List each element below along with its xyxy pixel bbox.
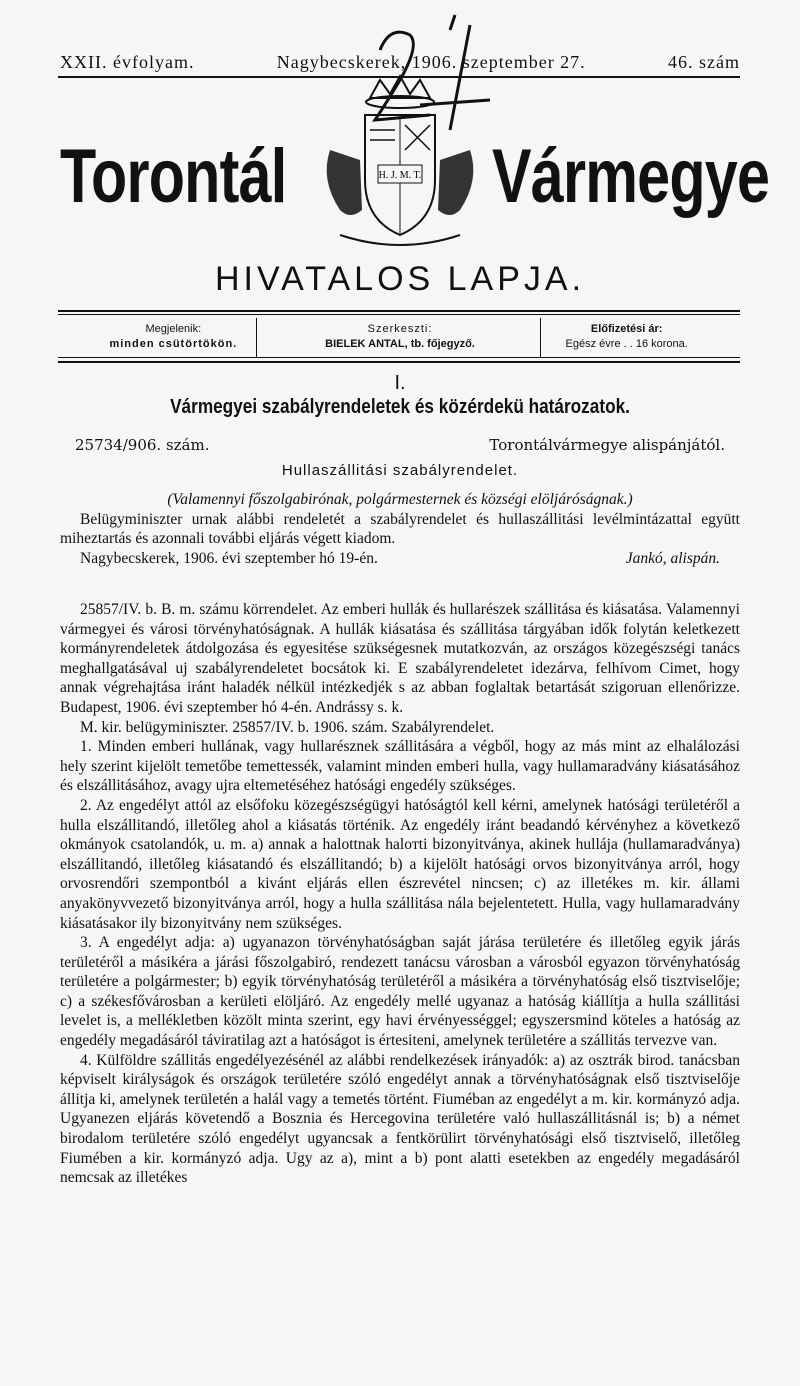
divider [540, 318, 541, 358]
info-bar [60, 322, 740, 352]
handwritten-number-icon [360, 10, 510, 190]
published-value: minden csütörtökön. [109, 338, 238, 350]
city-date: Nagybecskerek, 1906. szeptember 27. [276, 52, 586, 72]
paragraph: 2. Az engedélyt attól az elsőfoku közegészségügyi hatóságtól kell kérni, amelynek hatósági területéről a hulla elszállitandó, illetőleg ahol a kiásatás történik. Az engedély iránt beadandó kérvényhez a következő okmányok csatolandók, u. m. a) annak a halottnak haloтti bizonyitványa, akinek hullája (hullamaradványa) elszállitandó, illetőleg kiásatandó és elszállitandó; b) a kijelölt hatósági orvos bizonyitványa arról, hogy orvosrendőri szempontból a kivánt eljárás ellen észrevétel nincsen; c) az illetékes m. kir. állami anyakönyvvezető bizonyitványa arról, hogy a hulla szállitása nála bejelentetett. Hulla, vagy hullamaradvány kiásatásakor ily bizonyitvány nem szükséges. [60, 796, 740, 932]
reference-source: Torontálvármegye alispánjától. [489, 436, 725, 454]
paragraph: 1. Minden emberi hullának, vagy hullarésznek szállitására a végből, hogy az más mint az elhalálozási hely szerint kijelölt temetőbe temettessék, valamint minden emberi hulla, vagy hullamaradvány kiásatásához és elszállitásához, avagy ujra eltemetéséhez hatósági engedély szükséges. [60, 738, 740, 795]
paragraph: 4. Külföldre szállitás engedélyezésénél az alábbi rendelkezések irányadók: a) az osztrák birod. tanácsban képviselt királyságok és országok területére szóló engedélyt annak a törvényhatóságnak első tisztviselője állitja ki, amelynek területén a halál vagy a temetés történt. Fiuméban az engedélyt a m. kir. kormányzó adja. Ugyanezen eljárás követendő a Bosznia és Hercegovina területére való hullaszállitásnál is; b) a német birodalom területére szóló engedélyt ugyancsak a fentkörülirt törvényhatósági első tisztviselő, illetőleg Fiumében a kir. kormányzó adja. Ugy az a), mint a b) pont alatti esetekben az engedély megadásáról nemcsak az illetékes [60, 1051, 740, 1187]
volume-label: XXII. évfolyam. [60, 52, 195, 72]
signature-place-date: Nagybecskerek, 1906. évi szeptember hó 19-én. [80, 549, 378, 567]
divider [256, 318, 257, 358]
subscription-value: Egész évre . . 16 korona. [565, 338, 688, 350]
divider [58, 310, 740, 312]
signature-name: Jankó, alispán. [625, 549, 720, 567]
divider [58, 314, 740, 315]
editor-label: Szerkeszti: [367, 323, 433, 335]
crest-text: H. J. M. T. [378, 170, 422, 181]
intro-paragraph: Belügyminiszter urnak alábbi rendeletét a szabályrendelet és hullaszállitási levélmintázattal együtt miheztartás és azonnali további eljárás végett kiadom. [60, 510, 740, 548]
publication-info [60, 322, 287, 352]
paragraph: 25857/IV. b. B. m. számu körrendelet. Az emberi hullák és hullarészek szállitása és kiásatása. Valamennyi vármegyei és városi törvényhatóságnak. A hullák kiásatása és szállitása tárgyában idők folytán keletkezett kormányrendeletek átdolgozása és egyesitése szükségesnek mutatkozván, az országos közegészségi tanács meghallgatásával uj szabályrendeletet bocsátok ki. E szabályrendeletet idezárva, felhívom Cimet, hogy annak végrehajtása iránt haladék nélkül intézkedjék s az abban foglaltak betartását szigoruan ellenőrizze. Budapest, 1906. évi szeptember hó 4-én. Andrássy s. k. [60, 601, 740, 716]
article-body [60, 490, 740, 568]
divider [58, 361, 740, 363]
reference-number: 25734/906. szám. [75, 436, 210, 454]
divider [58, 357, 740, 358]
published-label: Megjelenik: [145, 323, 202, 335]
reference-line [75, 436, 725, 454]
section-heading: Vármegyei szabályrendeletek és közérdekü határozatok. [170, 396, 630, 418]
editor-info [287, 322, 514, 352]
addressee-line: (Valamennyi főszolgabirónak, polgármesternek és községi elöljáróságnak.) [167, 491, 633, 508]
subscription-label: Előfizetési ár: [590, 323, 663, 335]
masthead-subtitle: HIVATALOS LAPJA. [214, 260, 586, 298]
subscription-info [513, 322, 740, 352]
signature-line [60, 549, 740, 569]
section-number: I. [394, 372, 406, 394]
issue-number: 46. szám [668, 52, 740, 72]
paragraph: M. kir. belügyminiszter. 25857/IV. b. 1906. szám. Szabályrendelet. [80, 718, 495, 736]
paragraph: 3. A engedélyt adja: a) ugyanazon törvényhatóságban saját járása területére és illetőleg egyik járás területéről a másikéra a járási főszolgabiró, rendezett tanácsu városban a városból egyazon törvényhatóság területére a polgármester; b) egyik törvényhatóság területéről a másikéra a törvényhatóság első tisztviselője; c) a székesfővárosban a kerületi elöljáró. Az engedély mellé ugyanaz a hatóság kiállítja a hulla szállitási levelet is, a mellékletben közölt minta szerint, egy havi érvényességgel; egyszersmind köteles a hatóság az engedély megadásáról táviratilag azt a hatóságot is értesiteni, amelynek területére a szállitás tervezve van. [60, 934, 740, 1050]
regulation-title: Hullaszállitási szabályrendelet. [281, 462, 519, 479]
masthead-title-right: Vármegye [492, 134, 770, 219]
masthead-title-left: Torontál [60, 134, 287, 219]
editor-value: BIELEK ANTAL, tb. főjegyző. [325, 338, 475, 350]
regulation-text [60, 600, 740, 1188]
